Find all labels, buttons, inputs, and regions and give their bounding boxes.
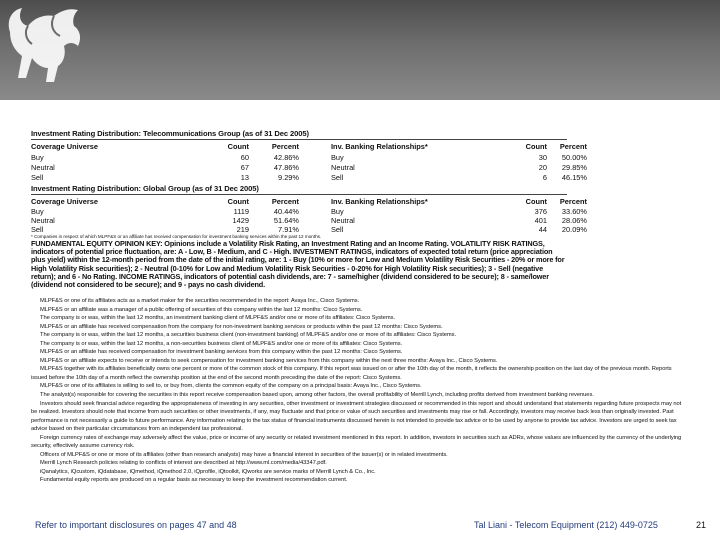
cell: 20 [538, 163, 547, 172]
cell: 9.29% [278, 173, 299, 182]
cell: 47.86% [273, 163, 299, 172]
header-percent: Percent [271, 197, 299, 206]
cell: 1119 [233, 207, 249, 216]
table-row [31, 216, 587, 225]
global-table-title: Investment Rating Distribution: Global Group (as of 31 Dec 2005) [31, 184, 259, 193]
cell: 30 [538, 153, 547, 162]
cell: 42.86% [273, 153, 299, 162]
cell: Neutral [331, 163, 355, 172]
cell: 6 [542, 173, 547, 182]
header-percent: Percent [271, 142, 299, 151]
disclosure-paragraph: The analyst(s) responsible for covering the securities in this report receive compensation based upon, among other factors, the overall profitability of Merrill Lynch, including profits derived from investment banking revenues. [40, 392, 594, 399]
cell: 29.85% [561, 163, 587, 172]
cell: 376 [534, 207, 547, 216]
cell: Sell [31, 225, 44, 234]
header-coverage: Coverage Universe [31, 142, 98, 151]
header-ib-count: Count [525, 142, 547, 151]
header-ib: Inv. Banking Relationships* [331, 197, 428, 206]
disclosure-paragraph: Investors should seek financial advice regarding the appropriateness of investing in any securities, other investment or investment strategies discussed or recommended in this report and should understand that statements regarding future prospects may not be realized. Investors should note that income from such securities or other investments, if any, may fluctuate and that price or value of such securities and investments may rise or fall. Accordingly, investors may receive back less than originally invested. Past performance is not necessarily a guide to future performance. Any information relating to the tax status of financial instruments discussed herein is not intended to provide tax advice or to be used by anyone to provide tax advice. Investors are urged to seek tax advice based on their particular circumstances from an independent tax professional. [31, 400, 682, 433]
cell: Buy [31, 207, 44, 216]
header-count: Count [227, 197, 249, 206]
table-row [31, 207, 587, 216]
cell: 67 [240, 163, 249, 172]
header-coverage: Coverage Universe [31, 197, 98, 206]
table-footnote: * Companies in respect of which MLPF&S or an affiliate has received compensation for investment banking services within the past 12 months. [31, 234, 322, 239]
cell: Sell [331, 225, 344, 234]
cell: 219 [236, 225, 249, 234]
telecom-table-title: Investment Rating Distribution: Telecommunications Group (as of 31 Dec 2005) [31, 129, 309, 138]
telecom-header-row [31, 142, 587, 151]
cell: 33.60% [561, 207, 587, 216]
cell: Buy [331, 207, 344, 216]
disclosure-paragraph: MLPF&S or an affiliate expects to receive or intends to seek compensation for investment banking services from this company within the next three months: Avaya Inc., Cisco Systems. [40, 357, 498, 364]
disclosure-paragraph: MLPF&S or one of its affiliates is willing to sell to, or buy from, clients the common equity of the company on a principal basis: Avaya Inc., Cisco Systems. [40, 383, 422, 390]
header-ib: Inv. Banking Relationships* [331, 142, 428, 151]
header-ib-percent: Percent [559, 142, 587, 151]
cell: 7.91% [278, 225, 299, 234]
cell: 13 [240, 173, 249, 182]
table-row [31, 153, 587, 162]
disclosure-paragraph: Merrill Lynch Research policies relating to conflicts of interest are described at http://www.ml.com/media/43347.pdf. [40, 460, 327, 467]
cell: 20.09% [561, 225, 587, 234]
cell: Buy [31, 153, 44, 162]
disclosure-paragraph: iQanalytics, iQcustom, iQdatabase, iQmethod, iQmethod 2.0, iQprofile, iQtoolkit, iQworks are service marks of Merrill Lynch & Co., Inc. [40, 468, 376, 475]
table-row [31, 163, 587, 172]
header-banner [0, 0, 720, 100]
opinion-key-paragraph: FUNDAMENTAL EQUITY OPINION KEY: Opinions include a Volatility Risk Rating, an Investment Rating and an Income Rating. VOLATILITY RISK RATINGS, indicators of potential price fluctuation, are: A - Low, B - Medium, and C - High. INVESTMENT RATINGS, indicators of expected total return (price appreciation plus yield) within the 12-month period from the date of the initial rating, are: 1 - Buy (10% or more for Low and Medium Volatility Risk Securities - 20% or more for High Volatility Risk securities); 2 - Neutral (0-10% for Low and Medium Volatility Risk Securities - 0-20% for High Volatility Risk securities); 3 - Sell (negative return); and 6 - No Rating. INCOME RATINGS, indicators of potential cash dividends, are: 7 - same/higher (dividend considered to be secure); 8 - same/lower (dividend not considered to be secure); and 9 - pays no cash dividend. [31, 239, 565, 290]
cell: Sell [331, 173, 344, 182]
disclosure-paragraph: Officers of MLPF&S or one or more of its affiliates (other than research analysts) may have a financial interest in securities of the issuer(s) or in related investments. [40, 451, 448, 458]
disclosures-block [31, 297, 689, 485]
disclosure-paragraph: The company is or was, within the last 12 months, a non-securities business client of MLPF&S and/or one or more of its affiliates: Cisco Systems. [40, 340, 403, 347]
cell: 51.64% [273, 216, 299, 225]
bull-logo-icon [4, 2, 86, 90]
cell: 28.06% [561, 216, 587, 225]
cell: Neutral [31, 163, 55, 172]
table-row [31, 225, 587, 234]
disclosure-paragraph: MLPF&S together with its affiliates beneficially owns one percent or more of the common stock of this company. If this report was issued on or after the 10th day of the month, it reflects the ownership position on the last day of the previous month. Reports issued before the 10th day of a month reflect the ownership position at the end of the second month preceding the date of the report: Cisco Systems. [31, 366, 672, 381]
cell: 50.00% [561, 153, 587, 162]
header-count: Count [227, 142, 249, 151]
disclosure-paragraph: The company is or was, within the last 12 months, an investment banking client of MLPF&S and/or one or more of its affiliates: Cisco Systems. [40, 315, 395, 322]
disclosure-paragraph: Foreign currency rates of exchange may adversely affect the value, price or income of any security or related investment mentioned in this report. In addition, investors in securities such as ADRs, whose values are influenced by the currency of the underlying security, effectively assume currency risk. [31, 434, 682, 450]
cell: Neutral [331, 216, 355, 225]
global-header-row [31, 197, 587, 206]
header-ib-count: Count [525, 197, 547, 206]
disclosure-paragraph: MLPF&S or an affiliate has received compensation for investment banking services from this company within the past 12 months: Cisco Systems. [40, 349, 403, 356]
cell: 60 [240, 153, 249, 162]
disclosure-paragraph: MLPF&S or an affiliate was a manager of a public offering of securities of this company within the last 12 months: Cisco Systems. [40, 306, 363, 313]
cell: 1429 [232, 216, 249, 225]
cell: Buy [331, 153, 344, 162]
disclosure-paragraph: The company is or was, within the last 12 months, a securities business client (non-investment banking) of MLPF&S and/or one or more of its affiliates: Cisco Systems. [40, 332, 457, 339]
telecom-rule [31, 139, 567, 140]
disclosure-paragraph: MLPF&S or one of its affiliates acts as a market maker for the securities recommended in the report: Avaya Inc., Cisco Systems. [40, 298, 360, 304]
cell: 44 [538, 225, 547, 234]
cell: Sell [31, 173, 44, 182]
footer-disclosure-reference: Refer to important disclosures on pages 47 and 48 [35, 520, 237, 530]
disclosure-paragraph: MLPF&S or an affiliate has received compensation from the company for non-investment banking services or products within the past 12 months: Cisco Systems. [40, 323, 443, 330]
disclosure-paragraph: Fundamental equity reports are produced on a regular basis as necessary to keep the investment recommendation current. [40, 477, 348, 484]
table-row [31, 173, 587, 182]
header-ib-percent: Percent [559, 197, 587, 206]
cell: 401 [534, 216, 547, 225]
cell: Neutral [31, 216, 55, 225]
footer-analyst-contact: Tal Liani - Telecom Equipment (212) 449-0725 [474, 520, 658, 530]
global-rule [31, 194, 567, 195]
cell: 46.15% [561, 173, 587, 182]
page-number: 21 [696, 520, 707, 530]
cell: 40.44% [273, 207, 299, 216]
